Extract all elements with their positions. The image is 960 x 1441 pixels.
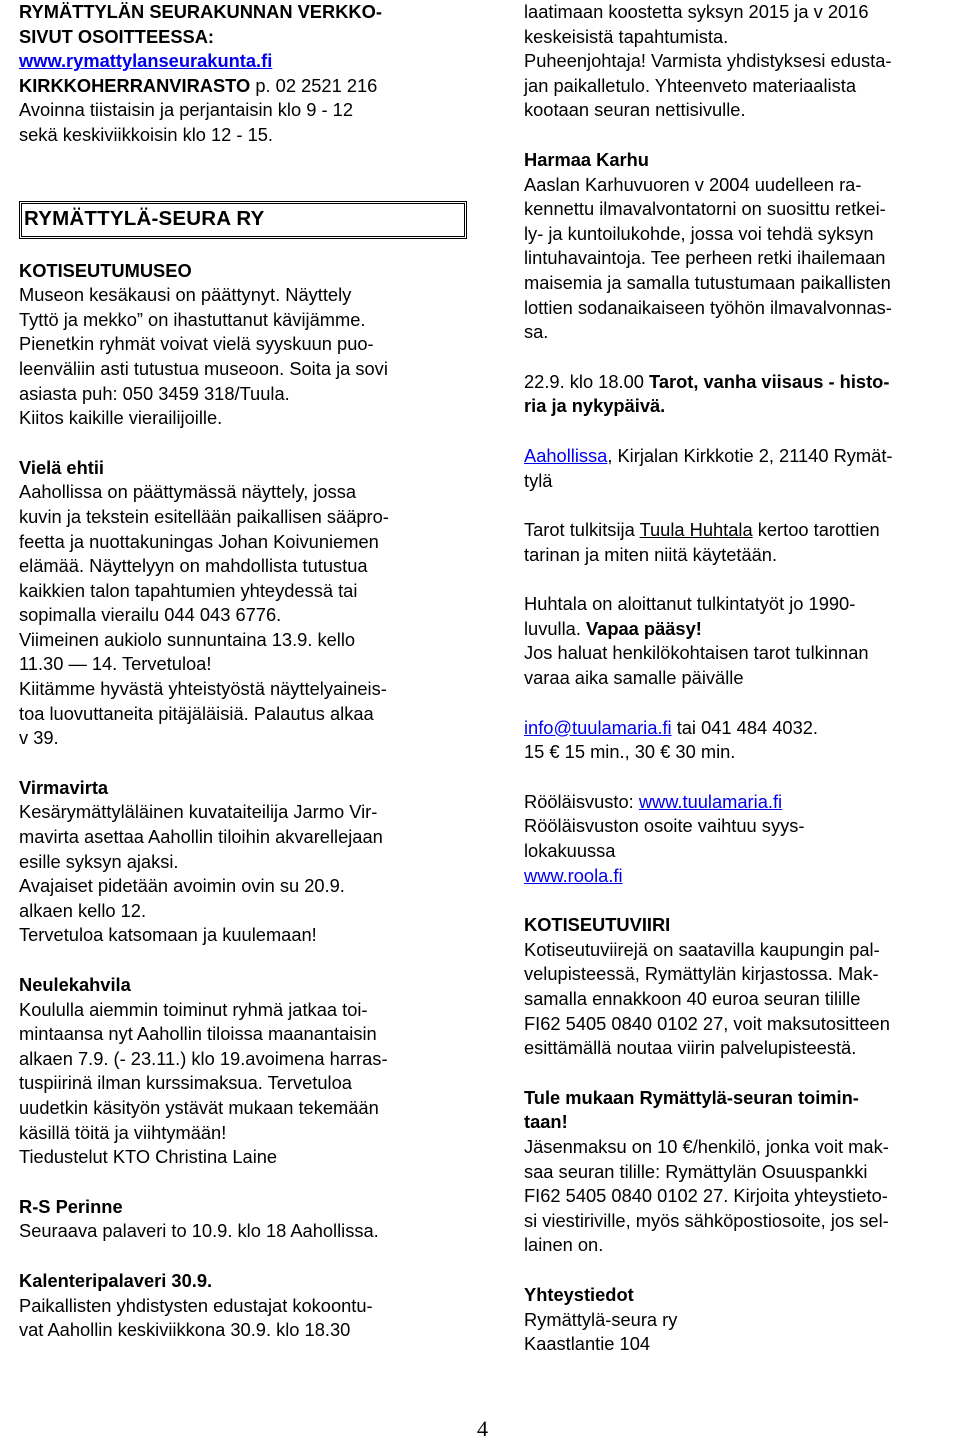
tulkitsija-text: Tarot tulkitsija	[524, 519, 640, 541]
grey-bear-line: lottien sodanaikaiseen työhön ilmavalvonnas-	[524, 296, 892, 318]
grey-bear-line: maisemia ja samalla tutustumaan paikallisten	[524, 271, 891, 293]
museum-line: Museon kesäkausi on päättynyt. Näyttely	[19, 284, 352, 306]
contact-line: Rymättylä-seura ry	[524, 1308, 678, 1330]
membership-section	[524, 1086, 954, 1258]
museum-line: leenväliin asti tutustua museoon. Soita ja sovi	[19, 357, 388, 379]
grey-bear-line: kennettu ilmavalvontatorni on suosittu retkei-	[524, 198, 886, 220]
free-entry-text: Vapaa pääsy!	[586, 617, 702, 639]
exhibition-line: toa luovuttaneita pitäjäläisiä. Palautus alkaa	[19, 702, 374, 724]
museum-line: asiasta puh: 050 3459 318/Tuula.	[19, 382, 290, 404]
grey-bear-line: ly- ja kuntoilukohde, jossa voi tehdä syksyn	[524, 222, 874, 244]
tarot-title: Tarot, vanha viisaus - histo-	[649, 370, 890, 392]
huhtala-line: varaa aika samalle päivälle	[524, 667, 744, 689]
shop-line: Rööläisvuston osoite vaihtuu syys-	[524, 815, 805, 837]
knitting-cafe-line: alkaen 7.9. (- 23.11.) klo 19.avoimena harras-	[19, 1047, 388, 1069]
calendar-meeting-line: Paikallisten yhdistysten edustajat kokoontu-	[19, 1294, 373, 1316]
contact-heading: Yhteystiedot	[524, 1283, 634, 1305]
pennant-line: Kotiseutuviirejä on saatavilla kaupungin pal-	[524, 938, 880, 960]
parish-header-line: SIVUT OSOITTEESSA:	[19, 25, 215, 47]
shop-website-link[interactable]: www.tuulamaria.fi	[638, 790, 783, 812]
intro-line: Puheenjohtaja! Varmista yhdistyksesi edusta-	[524, 50, 892, 72]
tradition-heading: R-S Perinne	[19, 1195, 123, 1217]
office-hours-line: Avoinna tiistaisin ja perjantaisin klo 9 - 12	[19, 99, 353, 121]
society-title-box: RYMÄTTYLÄ-SEURA RY	[19, 201, 467, 239]
knitting-cafe-line: tuspiirinä ilman kurssimaksua. Tervetuloa	[19, 1072, 352, 1094]
virmavirta-line: mavirta asettaa Aahollin tiloihin akvarellejaan	[19, 826, 383, 848]
pennant-line: velupisteessä, Rymättylän kirjastossa. Mak-	[524, 963, 879, 985]
email-link[interactable]: info@tuulamaria.fi	[524, 716, 672, 738]
membership-line: lainen on.	[524, 1234, 604, 1256]
intro-line: kootaan seuran nettisivulle.	[524, 99, 746, 121]
contact-section	[524, 1283, 954, 1357]
phone-text: tai 041 484 4032.	[671, 716, 818, 738]
knitting-cafe-line: käsillä töitä ja viihtymään!	[19, 1121, 227, 1143]
membership-heading: Tule mukaan Rymättylä-seuran toimin-	[524, 1086, 859, 1108]
exhibition-line: Viimeinen aukiolo sunnuntaina 13.9. kello	[19, 628, 356, 650]
tarot-date: 22.9. klo 18.00	[524, 370, 650, 392]
parish-header-line: RYMÄTTYLÄN SEURAKUNNAN VERKKO-	[19, 1, 382, 22]
parish-office-name: KIRKKOHERRANVIRASTO	[19, 74, 251, 96]
exhibition-line: Aahollissa on päättymässä näyttely, jossa	[19, 481, 357, 503]
exhibition-line: v 39.	[19, 727, 59, 749]
museum-heading: KOTISEUTUMUSEO	[19, 259, 192, 281]
contact-line: Kaastlantie 104	[524, 1333, 651, 1355]
roola-website-link[interactable]: www.roola.fi	[524, 864, 623, 886]
parish-office-phone: p. 02 2521 216	[250, 74, 378, 96]
pennant-line: samalla ennakkoon 40 euroa seuran tilille	[524, 988, 861, 1009]
shop-label: Rööläisvusto:	[524, 790, 639, 812]
page-number: 4	[477, 1416, 488, 1441]
exhibition-line: Kiitämme hyvästä yhteistyöstä näyttelyaineis-	[19, 678, 387, 700]
grey-bear-heading: Harmaa Karhu	[524, 148, 649, 170]
tradition-line: Seuraava palaveri to 10.9. klo 18 Aahollissa.	[19, 1220, 379, 1242]
knitting-cafe-line: uudetkin käsityön ystävät mukaan tekemään	[19, 1096, 379, 1118]
membership-line: FI62 5405 0840 0102 27. Kirjoita yhteystieto-	[524, 1185, 888, 1207]
tulkitsija-text: kertoo tarottien	[752, 519, 880, 541]
museum-line: Kiitos kaikille vierailijoille.	[19, 407, 223, 429]
venue-address: , Kirjalan Kirkkotie 2, 21140 Rymät-	[607, 444, 893, 466]
virmavirta-heading: Virmavirta	[19, 776, 109, 798]
museum-section	[19, 259, 469, 431]
membership-line: si viestiriville, myös sähköpostiosoite, jos sel-	[524, 1209, 889, 1231]
exhibition-heading: Vielä ehtii	[19, 456, 105, 478]
tulkitsija-name: Tuula Huhtala	[639, 519, 753, 541]
tarot-title-line: ria ja nykypäivä.	[524, 395, 666, 417]
pennant-line: FI62 5405 0840 0102 27, voit maksutositteen	[524, 1012, 890, 1034]
exhibition-line: kuvin ja tekstein esitellään paikallisen sääpro-	[19, 505, 389, 527]
virmavirta-line: Avajaiset pidetään avoimin ovin su 20.9.	[19, 875, 345, 897]
virmavirta-line: esille syksyn ajaksi.	[19, 850, 179, 872]
exhibition-line: kaikkien talon tapahtumien yhteydessä tai	[19, 579, 358, 601]
exhibition-line: feetta ja nuottakuningas Johan Koivuniemen	[19, 530, 379, 552]
parish-website-link[interactable]: www.rymattylanseurakunta.fi	[19, 50, 273, 72]
membership-line: Jäsenmaksu on 10 €/henkilö, jonka voit mak-	[524, 1135, 889, 1157]
museum-line: Tyttö ja mekko” on ihastuttanut kävijämme.	[19, 308, 366, 330]
knitting-cafe-line: Koululla aiemmin toiminut ryhmä jatkaa toi-	[19, 998, 368, 1020]
membership-line: saa seuran tilille: Rymättylän Osuuspankki	[524, 1160, 868, 1182]
knitting-cafe-section	[19, 973, 469, 1170]
right-column	[524, 0, 954, 1357]
venue-line: tylä	[524, 469, 553, 491]
intro-line: laatimaan koostetta syksyn 2015 ja v 2016	[524, 1, 869, 22]
intro-line: keskeisistä tapahtumista.	[524, 25, 729, 47]
membership-heading: taan!	[524, 1111, 568, 1133]
shop-line: lokakuussa	[524, 840, 616, 862]
venue-link[interactable]: Aahollissa	[524, 444, 608, 466]
exhibition-line: sopimalla vierailu 044 043 6776.	[19, 604, 282, 626]
parish-header	[19, 0, 469, 148]
tulkitsija-line: tarinan ja miten niitä käytetään.	[524, 543, 778, 565]
tarot-section	[524, 370, 954, 889]
office-hours-line: sekä keskiviikkoisin klo 12 - 15.	[19, 123, 274, 145]
prices-line: 15 € 15 min., 30 € 30 min.	[524, 741, 736, 763]
meeting-continued-section	[524, 0, 954, 123]
grey-bear-section	[524, 148, 954, 345]
virmavirta-line: alkaen kello 12.	[19, 899, 147, 921]
pennant-section	[524, 913, 954, 1061]
exhibition-line: elämää. Näyttelyyn on mahdollista tutustua	[19, 555, 368, 577]
pennant-line: esittämällä noutaa viirin palvelupisteestä.	[524, 1037, 857, 1059]
huhtala-line: Huhtala on aloittanut tulkintatyöt jo 1990-	[524, 593, 856, 615]
virmavirta-section	[19, 776, 469, 948]
intro-line: jan paikalletulo. Yhteenveto materiaalista	[524, 74, 856, 96]
grey-bear-line: Aaslan Karhuvuoren v 2004 uudelleen ra-	[524, 173, 862, 195]
huhtala-text: luvulla.	[524, 617, 586, 639]
left-column	[19, 0, 469, 1343]
knitting-cafe-heading: Neulekahvila	[19, 974, 131, 995]
virmavirta-line: Tervetuloa katsomaan ja kuulemaan!	[19, 924, 317, 946]
virmavirta-line: Kesärymättyläläinen kuvataiteilija Jarmo Vir-	[19, 801, 378, 823]
huhtala-line: Jos haluat henkilökohtaisen tarot tulkinnan	[524, 642, 869, 664]
calendar-meeting-section	[19, 1269, 469, 1343]
calendar-meeting-line: vat Aahollin keskiviikkona 30.9. klo 18.30	[19, 1319, 351, 1341]
exhibition-section	[19, 456, 469, 751]
exhibition-line: 11.30 — 14. Tervetuloa!	[19, 653, 212, 675]
pennant-heading: KOTISEUTUVIIRI	[524, 914, 671, 936]
calendar-meeting-heading: Kalenteripalaveri 30.9.	[19, 1269, 213, 1291]
knitting-cafe-line: mintaansa nyt Aahollin tiloissa maanantaisin	[19, 1023, 377, 1045]
knitting-cafe-line: Tiedustelut KTO Christina Laine	[19, 1146, 278, 1168]
museum-line: Pienetkin ryhmät voivat vielä syyskuun puo-	[19, 333, 374, 355]
grey-bear-line: sa.	[524, 321, 549, 343]
tradition-section	[19, 1195, 469, 1244]
grey-bear-line: lintuhavaintoja. Tee perheen retki ihailemaan	[524, 247, 886, 269]
